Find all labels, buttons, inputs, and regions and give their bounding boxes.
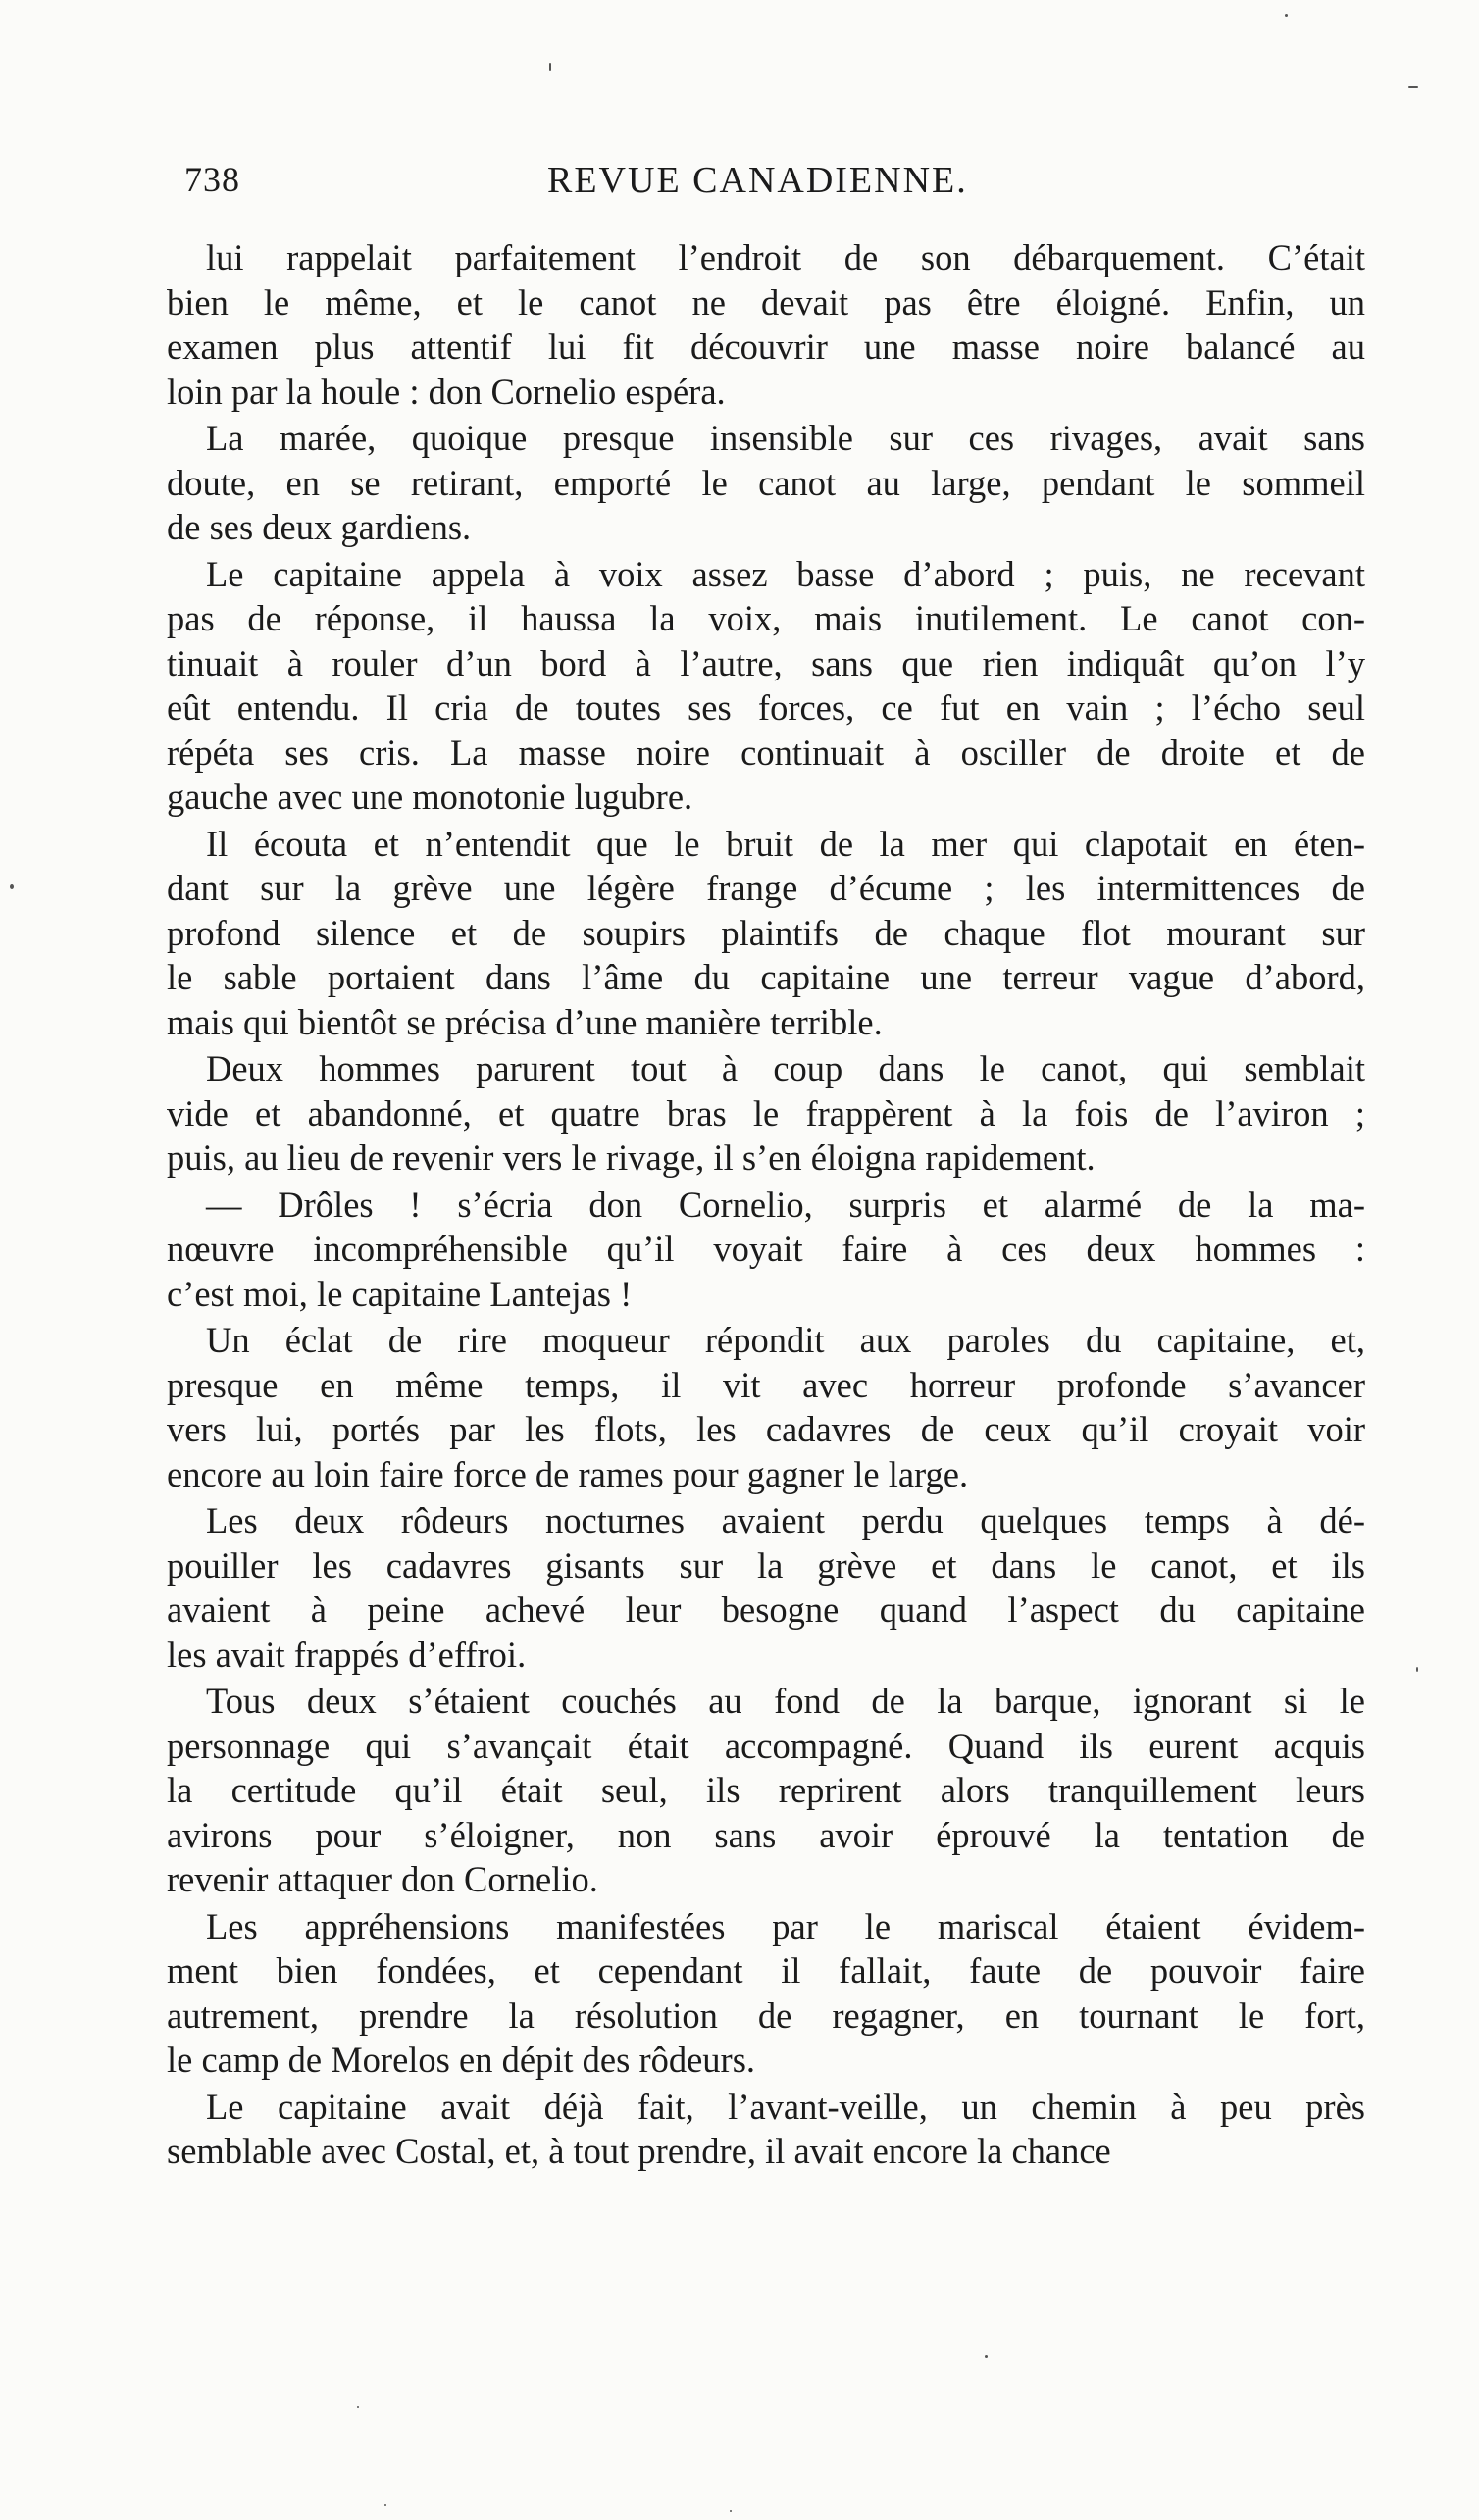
scan-speck (357, 2406, 359, 2408)
text-line: tinuait à rouler d’un bord à l’autre, sans que rien indiquât qu’on l’y (167, 642, 1365, 683)
paragraph (167, 1183, 1365, 1317)
paragraph (167, 1904, 1365, 2083)
scan-speck (730, 2510, 732, 2512)
text-line: pas de réponse, il haussa la voix, mais inutilement. Le canot con- (167, 598, 1365, 638)
body-text (167, 235, 1365, 2174)
text-line: c’est moi, le capitaine Lantejas ! (167, 1273, 633, 1314)
text-line: le camp de Morelos en dépit des rôdeurs. (167, 2040, 756, 2080)
text-line: la certitude qu’il était seul, ils reprirent alors tranquillement leurs (167, 1770, 1365, 1810)
paragraph (167, 1046, 1365, 1181)
scan-speck (384, 2504, 386, 2506)
text-line: encore au loin faire force de rames pour gagner le large. (167, 1453, 969, 1494)
page-number: 738 (184, 160, 240, 199)
text-line: le sable portaient dans l’âme du capitaine une terreur vague d’abord, (167, 957, 1365, 997)
text-line: presque en même temps, il vit avec horreur profonde s’avancer (167, 1364, 1365, 1405)
text-line: puis, au lieu de revenir vers le rivage, il s’en éloigna rapidement. (167, 1137, 1096, 1178)
text-line: lui rappelait parfaitement l’endroit de son débarquement. C’était (206, 237, 1365, 277)
text-line: Il écouta et n’entendit que le bruit de la mer qui clapotait en éten- (206, 823, 1365, 864)
text-line: examen plus attentif lui fit découvrir une masse noire balancé au (167, 327, 1365, 367)
paragraph (167, 1498, 1365, 1677)
paragraph (167, 822, 1365, 1045)
text-line: Le capitaine appela à voix assez basse d’abord ; puis, ne recevant (206, 553, 1365, 594)
text-line: autrement, prendre la résolution de regagner, en tournant le fort, (167, 1994, 1365, 2036)
text-line: répéta ses cris. La masse noire continuait à osciller de droite et de (167, 731, 1365, 773)
text-line: — Drôles ! s’écria don Cornelio, surpris et alarmé de la ma- (206, 1184, 1365, 1225)
text-line: profond silence et de soupirs plaintifs de chaque flot mourant sur (167, 912, 1365, 953)
paragraph (167, 552, 1365, 820)
paragraph (167, 2085, 1365, 2174)
running-title: REVUE CANADIENNE. (547, 160, 968, 201)
text-line: bien le même, et le canot ne devait pas être éloigné. Enfin, un (167, 281, 1365, 323)
text-line: mais qui bientôt se précisa d’une manière terrible. (167, 1001, 883, 1042)
scan-speck (1408, 86, 1418, 88)
scan-speck (549, 63, 551, 71)
paragraph (167, 416, 1365, 550)
paragraph (167, 235, 1365, 414)
page-header (184, 159, 1361, 218)
text-line: loin par la houle : don Cornelio espéra. (167, 371, 726, 412)
text-line: La marée, quoique presque insensible sur ces rivages, avait sans (206, 418, 1365, 458)
text-line: Les appréhensions manifestées par le mariscal étaient évidem- (206, 1905, 1365, 1946)
text-line: doute, en se retirant, emporté le canot au large, pendant le sommeil (167, 462, 1365, 503)
text-line: pouiller les cadavres gisants sur la grève et dans le canot, et ils (167, 1544, 1365, 1586)
scan-speck (1285, 14, 1288, 17)
paragraph (167, 1679, 1365, 1902)
text-line: les avait frappés d’effroi. (167, 1634, 527, 1675)
scan-speck (985, 2355, 988, 2358)
text-line: eût entendu. Il cria de toutes ses forces, ce fut en vain ; l’écho seul (167, 687, 1365, 728)
paragraph (167, 1318, 1365, 1496)
text-line: gauche avec une monotonie lugubre. (167, 777, 693, 817)
text-line: nœuvre incompréhensible qu’il voyait faire à ces deux hommes : (167, 1229, 1365, 1269)
text-line: ment bien fondées, et cependant il fallait, faute de pouvoir faire (167, 1950, 1365, 1991)
scan-speck (10, 884, 14, 889)
text-line: Le capitaine avait déjà fait, l’avant-veille, un chemin à peu près (206, 2086, 1365, 2127)
text-line: Les deux rôdeurs nocturnes avaient perdu quelques temps à dé- (206, 1500, 1365, 1540)
text-line: avaient à peine achevé leur besogne quand l’aspect du capitaine (167, 1589, 1365, 1630)
text-line: dant sur la grève une légère frange d’écume ; les intermittences de (167, 868, 1365, 908)
text-line: vers lui, portés par les flots, les cadavres de ceux qu’il croyait voir (167, 1409, 1365, 1449)
text-line: revenir attaquer don Cornelio. (167, 1859, 598, 1899)
text-line: Un éclat de rire moqueur répondit aux paroles du capitaine, et, (206, 1320, 1365, 1360)
text-line: vide et abandonné, et quatre bras le frappèrent à la fois de l’aviron ; (167, 1092, 1365, 1134)
text-line: Tous deux s’étaient couchés au fond de la barque, ignorant si le (206, 1681, 1365, 1721)
text-line: de ses deux gardiens. (167, 507, 472, 547)
text-line: personnage qui s’avançait était accompagné. Quand ils eurent acquis (167, 1725, 1365, 1766)
scan-speck (1416, 1667, 1418, 1672)
text-line: avirons pour s’éloigner, non sans avoir éprouvé la tentation de (167, 1814, 1365, 1855)
text-line: Deux hommes parurent tout à coup dans le canot, qui semblait (206, 1048, 1365, 1088)
text-line: semblable avec Costal, et, à tout prendre, il avait encore la chance (167, 2131, 1111, 2171)
